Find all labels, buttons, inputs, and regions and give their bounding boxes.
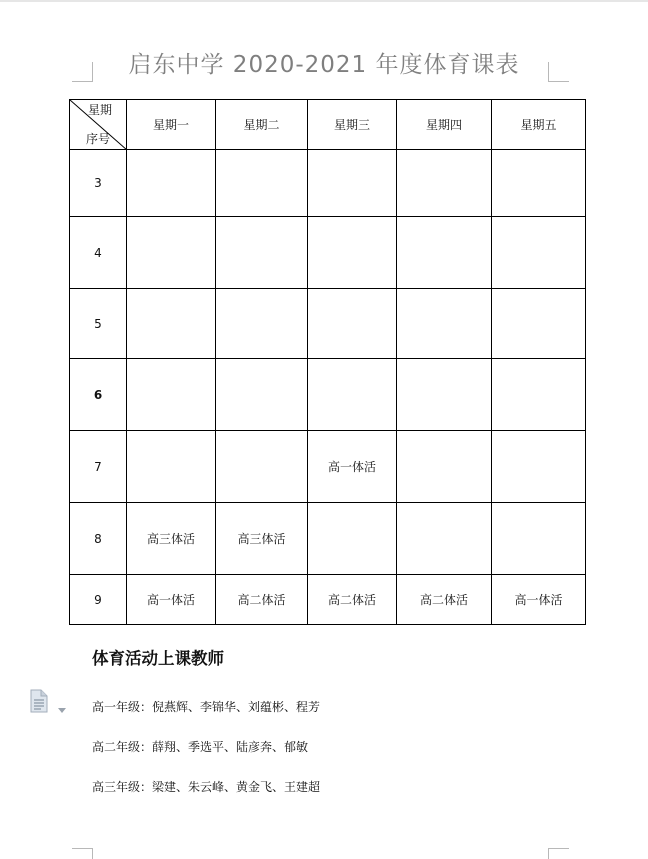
period-number[interactable]: 9: [70, 575, 127, 625]
schedule-cell[interactable]: [492, 150, 586, 217]
table-row: [70, 575, 586, 625]
schedule-cell[interactable]: [308, 289, 397, 359]
table-row: [70, 289, 586, 359]
schedule-cell[interactable]: [127, 289, 216, 359]
schedule-cell[interactable]: 高三体活: [216, 503, 308, 575]
schedule-cell[interactable]: [397, 150, 492, 217]
schedule-cell[interactable]: [127, 431, 216, 503]
day-header-monday[interactable]: 星期一: [127, 100, 216, 150]
schedule-cell[interactable]: 高二体活: [216, 575, 308, 625]
schedule-cell[interactable]: [216, 217, 308, 289]
crop-mark-bottom-right-v: [548, 848, 549, 859]
schedule-cell[interactable]: 高一体活: [308, 431, 397, 503]
schedule-cell[interactable]: 高二体活: [308, 575, 397, 625]
schedule-cell[interactable]: [127, 150, 216, 217]
table-row: [70, 217, 586, 289]
schedule-cell[interactable]: [127, 359, 216, 431]
period-number[interactable]: 4: [70, 217, 127, 289]
schedule-cell[interactable]: [397, 503, 492, 575]
schedule-cell[interactable]: [492, 503, 586, 575]
period-number[interactable]: 3: [70, 150, 127, 217]
table-row: [70, 431, 586, 503]
schedule-cell[interactable]: [397, 289, 492, 359]
table-row: [70, 503, 586, 575]
schedule-cell[interactable]: [308, 150, 397, 217]
day-header-wednesday[interactable]: 星期三: [308, 100, 397, 150]
day-header-friday[interactable]: 星期五: [492, 100, 586, 150]
page-top-border: [0, 0, 648, 2]
corner-weekday-label: 星期: [87, 103, 112, 117]
teacher-line-grade-2: 高二年级：薛翔、季选平、陆彦奔、郁敏: [92, 740, 309, 754]
table-row: [70, 150, 586, 217]
schedule-cell[interactable]: [216, 150, 308, 217]
schedule-cell[interactable]: [216, 289, 308, 359]
schedule-cell[interactable]: [492, 217, 586, 289]
schedule-cell[interactable]: [397, 431, 492, 503]
table-row: [70, 359, 586, 431]
schedule-cell[interactable]: [216, 431, 308, 503]
crop-mark-bottom-left-v: [92, 848, 93, 859]
corner-header-cell[interactable]: [70, 100, 127, 150]
teacher-line-grade-1: 高一年级：倪燕辉、李锦华、刘蕴彬、程芳: [92, 700, 321, 714]
day-header-thursday[interactable]: 星期四: [397, 100, 492, 150]
schedule-cell[interactable]: [397, 217, 492, 289]
document-title: 启东中学 2020-2021 年度体育课表: [128, 52, 520, 78]
schedule-cell[interactable]: [308, 217, 397, 289]
schedule-cell[interactable]: [492, 359, 586, 431]
schedule-cell[interactable]: [308, 503, 397, 575]
schedule-cell[interactable]: [492, 431, 586, 503]
period-number[interactable]: 8: [70, 503, 127, 575]
schedule-table: [69, 99, 586, 625]
schedule-cell[interactable]: 高一体活: [492, 575, 586, 625]
day-header-tuesday[interactable]: 星期二: [216, 100, 308, 150]
period-number[interactable]: 6: [70, 359, 127, 431]
schedule-cell[interactable]: 高一体活: [127, 575, 216, 625]
schedule-cell[interactable]: [492, 289, 586, 359]
schedule-cell[interactable]: 高二体活: [397, 575, 492, 625]
crop-mark-top-right-h: [548, 81, 569, 82]
crop-mark-top-left-h: [72, 81, 93, 82]
schedule-cell[interactable]: [127, 217, 216, 289]
period-number[interactable]: 7: [70, 431, 127, 503]
crop-mark-bottom-left-h: [72, 848, 93, 849]
table-header-row: [70, 100, 586, 150]
period-number[interactable]: 5: [70, 289, 127, 359]
schedule-cell[interactable]: [216, 359, 308, 431]
document-icon[interactable]: [28, 689, 50, 717]
schedule-cell[interactable]: [397, 359, 492, 431]
corner-period-label: 序号: [86, 132, 111, 146]
schedule-cell[interactable]: [308, 359, 397, 431]
chevron-down-icon[interactable]: [58, 698, 66, 717]
schedule-cell[interactable]: 高三体活: [127, 503, 216, 575]
teacher-line-grade-3: 高三年级：梁建、朱云峰、黄金飞、王建超: [92, 780, 321, 794]
crop-mark-bottom-right-h: [548, 848, 569, 849]
teachers-heading: 体育活动上课教师: [92, 649, 224, 668]
